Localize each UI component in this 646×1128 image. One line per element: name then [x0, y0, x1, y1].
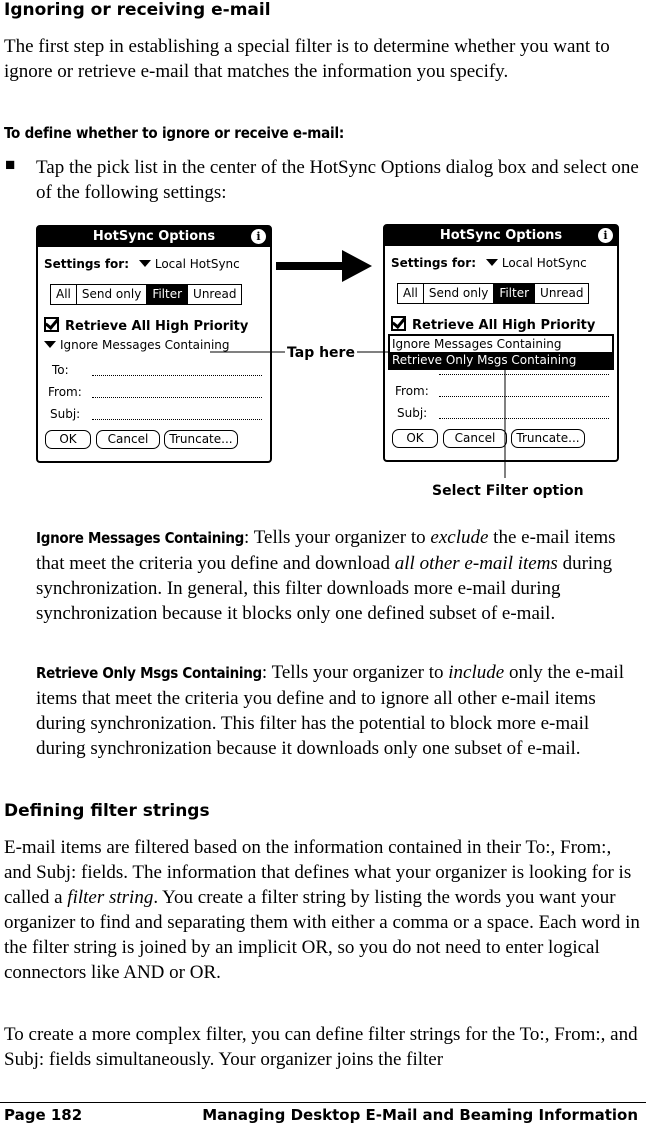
tap-here-callout: Tap here [287, 345, 355, 361]
to-label: To: [52, 363, 69, 377]
segment-unread[interactable]: Unread [540, 286, 584, 300]
callout-lines [0, 0, 646, 520]
from-label: From: [395, 384, 429, 398]
info-icon[interactable]: i [598, 228, 613, 243]
definition-ignore: Ignore Messages Containing: Tells your organizer to exclude the e-mail items that meet the criteria you define and download all other e-mail items during synchronization. In general, this filter downloads more e-mail during synchronization because it blocks only one defined subset of e-mail. [36, 527, 616, 624]
definition-retrieve: Retrieve Only Msgs Containing: Tells your organizer to include only the e-mail items that meet the criteria you define and to ignore all other e-mail items during synchronization. This filter has the potential to block more e-mail during synchronization because it downloads only one subset of e-mail. [36, 662, 624, 759]
footer-rule [0, 1102, 646, 1103]
section-heading-filter-strings: Defining filter strings [4, 801, 210, 821]
settings-label: Settings for: [391, 256, 477, 270]
checkbox-label: Retrieve All High Priority [412, 318, 596, 333]
segment-send-only[interactable]: Send only [77, 285, 147, 304]
popup-option-ignore[interactable]: Ignore Messages Containing [392, 337, 562, 351]
dialog-title: HotSync Options [38, 227, 270, 247]
info-icon[interactable]: i [251, 229, 266, 244]
segment-unread[interactable]: Unread [193, 287, 237, 301]
cancel-button[interactable]: Cancel [96, 430, 160, 449]
section-heading: Ignoring or receiving e-mail [4, 0, 271, 20]
bullet-icon: ■ [5, 155, 16, 174]
chapter-title: Managing Desktop E-Mail and Beaming Information [202, 1106, 638, 1124]
segment-filter[interactable]: Filter [494, 284, 535, 303]
cancel-button[interactable]: Cancel [443, 429, 507, 448]
settings-value[interactable]: Local HotSync [154, 257, 240, 271]
filter-strings-paragraph: E-mail items are filtered based on the information contained in their To:, From:, and Subj: fields. The information that defines what your organizer is looking for is called a filter string. You create a filter string by listing the words you want your organizer to find and separating them with either a comma or a space. Each word in the filter string is joined by an implicit OR, so you do not need to enter logical connectors like AND or OR. [4, 837, 640, 983]
ok-button[interactable]: OK [392, 429, 438, 448]
truncate-button[interactable]: Truncate... [164, 430, 238, 449]
settings-value[interactable]: Local HotSync [501, 256, 587, 270]
page-number: Page 182 [4, 1106, 83, 1124]
segment-filter[interactable]: Filter [147, 285, 188, 304]
picklist-value[interactable]: Ignore Messages Containing [60, 338, 230, 352]
procedure-heading: To define whether to ignore or receive e-mail: [4, 124, 345, 142]
settings-label: Settings for: [44, 257, 130, 271]
from-label: From: [48, 385, 82, 399]
intro-paragraph: The first step in establishing a special filter is to determine whether you want to ignore or retrieve e-mail that matches the information you specify. [4, 36, 610, 82]
step-text: Tap the pick list in the center of the HotSync Options dialog box and select one of the following settings: [36, 157, 639, 203]
definition-term: Ignore Messages Containing [36, 529, 245, 547]
dialog-title: HotSync Options [385, 226, 617, 246]
complex-filter-paragraph: To create a more complex filter, you can define filter strings for the To:, From:, and Subj: fields simultaneously. Your organizer joins the filter [4, 1024, 638, 1070]
select-filter-callout: Select Filter option [432, 483, 584, 499]
segment-send-only[interactable]: Send only [424, 284, 494, 303]
checkbox-label: Retrieve All High Priority [65, 319, 249, 334]
ok-button[interactable]: OK [45, 430, 91, 449]
segment-all[interactable]: All [51, 285, 77, 304]
subj-label: Subj: [50, 407, 81, 421]
subj-label: Subj: [397, 406, 428, 420]
segment-all[interactable]: All [398, 284, 424, 303]
definition-term: Retrieve Only Msgs Containing [36, 664, 262, 682]
truncate-button[interactable]: Truncate... [511, 429, 585, 448]
popup-option-retrieve[interactable]: Retrieve Only Msgs Containing [390, 352, 612, 368]
